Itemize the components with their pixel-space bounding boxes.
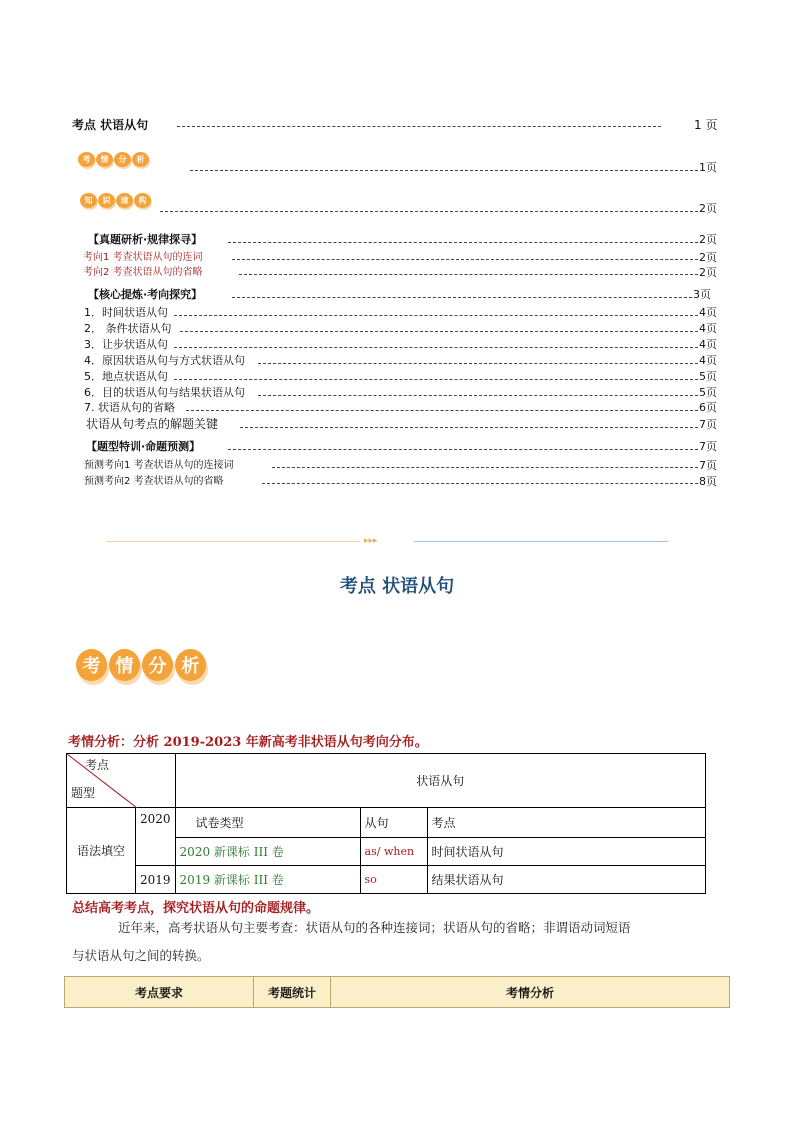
badge-char: 情 (96, 152, 113, 167)
year-cell: 2020 (136, 808, 176, 866)
toc-entry[interactable]: 4．原因状语从句与方式状语从句 (84, 354, 245, 367)
toc-entry[interactable]: 预测考向1 考查状语从句的连接词 (84, 460, 234, 471)
corner-bottom-label: 题型 (71, 786, 96, 800)
clause-cell: as/ when (360, 838, 427, 866)
kaoqing-badge-small[interactable] (78, 152, 150, 167)
col-requirements: 考点要求 (65, 977, 254, 1008)
badge-char: 分 (142, 649, 173, 681)
toc-entry[interactable]: 3．让步状语从句 (84, 338, 168, 351)
badge-char: 析 (175, 649, 206, 681)
toc-page: 4页 (699, 338, 717, 351)
year-cell: 2019 (136, 866, 176, 894)
arrow-icon: ▸▸▸ (364, 536, 378, 546)
badge-char: 分 (114, 152, 131, 167)
toc-entry[interactable]: 6．目的状语从句与结果状语从句 (84, 386, 245, 399)
toc-page: 7页 (699, 440, 717, 453)
toc-leader (262, 483, 698, 484)
toc-leader (174, 347, 698, 348)
toc-entry[interactable]: 考向2 考查状语从句的省略 (83, 267, 203, 278)
toc-entry[interactable]: 1．时间状语从句 (84, 306, 168, 319)
toc-entry[interactable]: 预测考向2 考查状语从句的省略 (84, 476, 224, 487)
toc-page: 6页 (699, 401, 717, 414)
toc-leader (186, 410, 698, 411)
requirements-table (64, 976, 730, 1008)
toc-page: 4页 (699, 306, 717, 319)
badge-char: 构 (134, 193, 151, 208)
point-cell: 时间状语从句 (427, 838, 705, 866)
clause-cell: so (360, 866, 427, 894)
toc-page: 7页 (699, 418, 717, 431)
toc-leader (160, 211, 698, 212)
zhishi-badge-small[interactable] (80, 193, 152, 208)
col-header-clause: 从句 (360, 808, 427, 838)
col-statistics: 考题统计 (254, 977, 331, 1008)
toc-page: 5页 (699, 386, 717, 399)
toc-leader (174, 315, 698, 316)
kaoqing-badge-large (76, 649, 208, 681)
toc-page: 4页 (699, 322, 717, 335)
toc-leader (232, 297, 692, 298)
badge-char: 考 (76, 649, 107, 681)
toc-entry[interactable]: 5．地点状语从句 (84, 370, 168, 383)
col-header-paper: 试卷类型 (175, 808, 360, 838)
toc-entry[interactable]: 【核心提炼·考向探究】 (88, 288, 203, 301)
paper-cell: 2019 新课标 III 卷 (175, 866, 360, 894)
toc-leader (272, 467, 698, 468)
toc-page: 8页 (699, 475, 717, 488)
badge-char: 情 (109, 649, 140, 681)
toc-page: 2页 (699, 202, 717, 215)
toc-leader (180, 331, 698, 332)
section-divider (106, 536, 668, 548)
toc-leader (190, 170, 698, 171)
badge-char: 知 (80, 193, 97, 208)
toc-page: 2页 (699, 233, 717, 246)
toc-page: 4页 (699, 354, 717, 367)
toc-leader (228, 449, 698, 450)
toc-entry[interactable]: 7. 状语从句的省略 (84, 401, 175, 414)
toc-page: 2页 (699, 266, 717, 279)
paper-cell: 2020 新课标 III 卷 (175, 838, 360, 866)
toc-leader (239, 274, 698, 275)
summary-text-line1: 近年来，高考状语从句主要考查：状语从句的各种连接词；状语从句的省略；非谓语动词短语 (118, 920, 631, 935)
table-corner-cell (67, 754, 176, 808)
toc-page: 5页 (699, 370, 717, 383)
toc-entry[interactable]: 考向1 考查状语从句的连词 (83, 252, 203, 263)
toc-leader (258, 395, 698, 396)
toc-leader (174, 379, 698, 380)
table-header: 状语从句 (175, 754, 705, 808)
toc-leader (258, 363, 698, 364)
badge-char: 速 (116, 193, 133, 208)
toc-entry[interactable]: 2． 条件状语从句 (84, 322, 172, 335)
toc-page: 1 页 (694, 118, 718, 132)
toc-leader (232, 259, 698, 260)
toc-page: 2页 (699, 251, 717, 264)
toc-page: 7页 (699, 459, 717, 472)
badge-char: 析 (132, 152, 149, 167)
toc-entry[interactable]: 【题型特训·命题预测】 (86, 440, 201, 453)
toc-entry-main[interactable]: 考点 状语从句 (72, 118, 149, 132)
summary-text-line2: 与状语从句之间的转换。 (72, 948, 210, 963)
toc-page: 1页 (699, 161, 717, 174)
summary-heading: 总结高考考点，探究状语从句的命题规律。 (72, 901, 320, 916)
toc-page: 3页 (693, 288, 711, 301)
col-header-point: 考点 (427, 808, 705, 838)
toc-entry[interactable]: 【真题研析·规律探寻】 (88, 233, 203, 246)
toc-leader (228, 242, 698, 243)
distribution-table (66, 753, 706, 894)
row-type: 语法填空 (67, 808, 136, 894)
badge-char: 考 (78, 152, 95, 167)
toc-leader (240, 427, 698, 428)
badge-char: 识 (98, 193, 115, 208)
toc-leader (177, 126, 661, 127)
corner-top-label: 考点 (85, 758, 110, 772)
section-title: 考点 状语从句 (339, 576, 455, 597)
point-cell: 结果状语从句 (427, 866, 705, 894)
toc-entry[interactable]: 状语从句考点的解题关键 (86, 417, 219, 431)
col-analysis: 考情分析 (331, 977, 730, 1008)
analysis-heading: 考情分析：分析 2019-2023 年新高考非状语从句考向分布。 (68, 735, 428, 750)
